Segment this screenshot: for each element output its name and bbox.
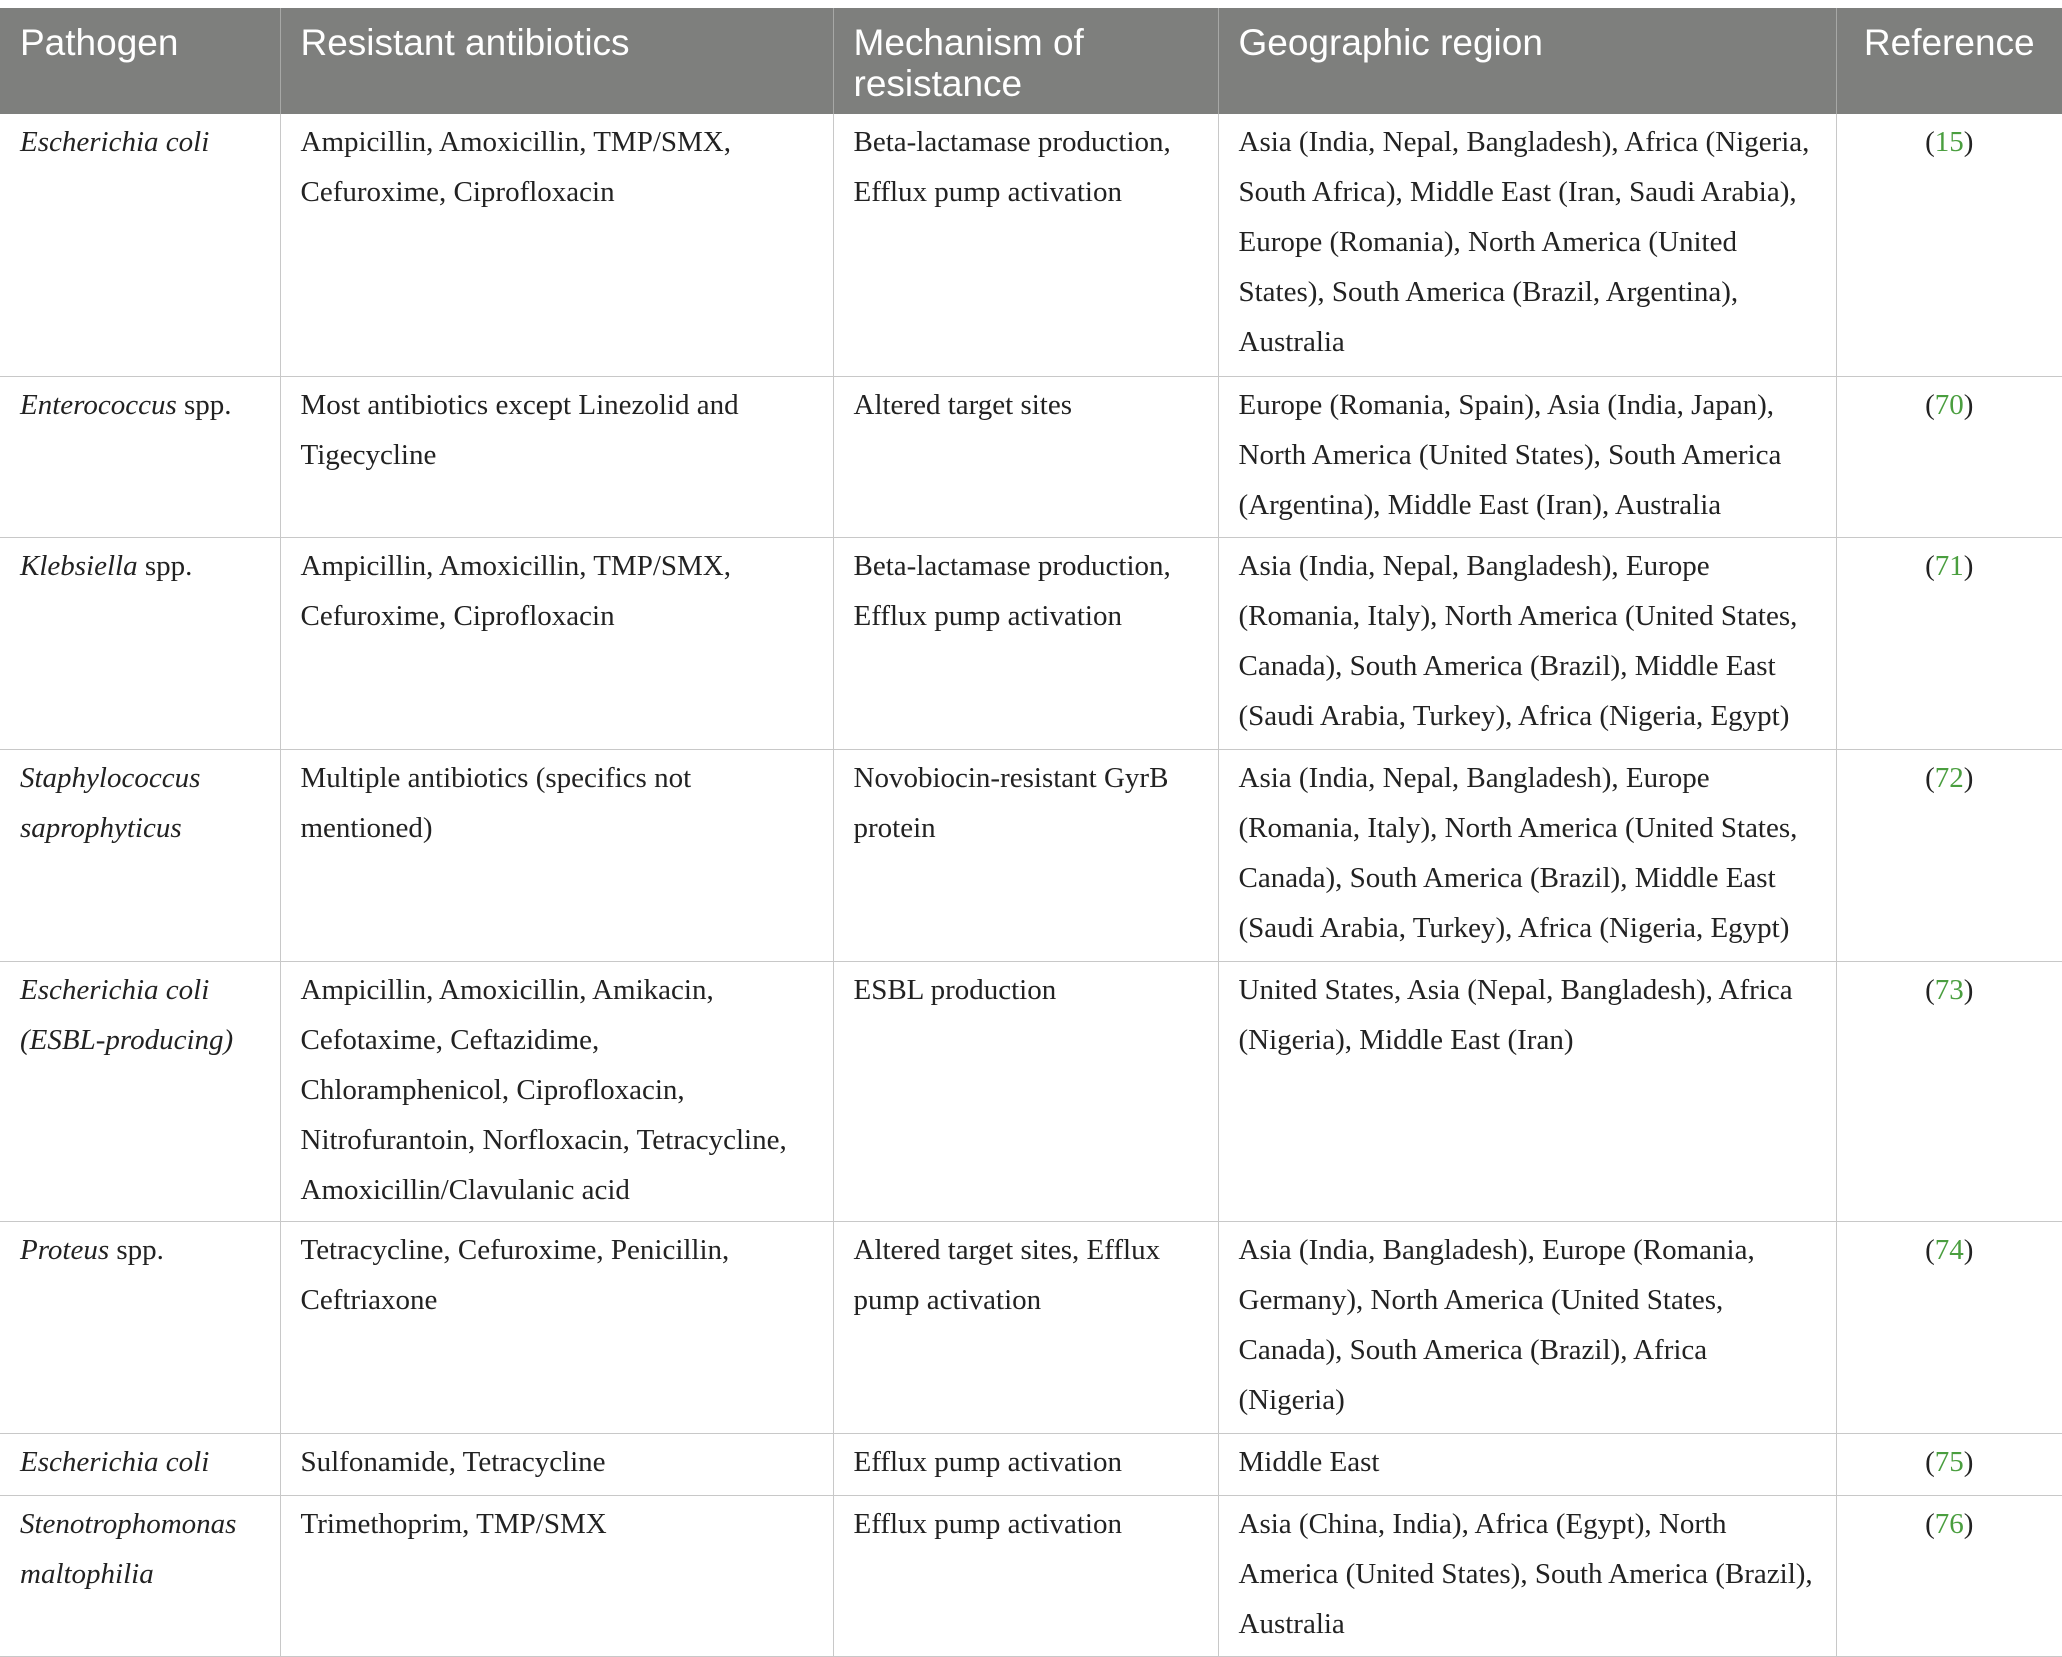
pathogen-cell (0, 537, 280, 749)
table-row (0, 749, 2062, 961)
antibiotics-cell: Ampicillin, Amoxicillin, TMP/SMX, Cefuroxime, Ciprofloxacin (280, 537, 833, 749)
pathogen-name: Staphylococcus saprophyticus (20, 761, 201, 844)
reference-open-paren: ( (1925, 549, 1935, 582)
mechanism-cell: Beta-lactamase production, Efflux pump activation (833, 114, 1218, 376)
antibiotics-cell: Ampicillin, Amoxicillin, Amikacin, Cefotaxime, Ceftazidime, Chloramphenicol, Ciprofloxacin, Nitrofurantoin, Norfloxacin, Tetracycline, Amoxicillin/Clavulanic acid (280, 961, 833, 1221)
header-mechanism-of-resistance: Mechanism of resistance (833, 8, 1218, 114)
pathogen-name: Escherichia coli (20, 126, 210, 158)
pathogen-name: Klebsiella (20, 549, 138, 582)
reference-close-paren: ) (1963, 973, 1974, 1006)
pathogen-resistance-table-container (0, 8, 2062, 1657)
region-cell: Asia (India, Nepal, Bangladesh), Europe (Romania, Italy), North America (United States, Canada), South America (Brazil), Middle East (Saudi Arabia, Turkey), Africa (Nigeria, Egypt) (1218, 537, 1836, 749)
reference-open-paren: ( (1925, 1507, 1935, 1540)
reference-close-paren: ) (1963, 549, 1974, 582)
pathogen-cell (0, 749, 280, 961)
reference-cell (1836, 749, 2062, 961)
reference-link[interactable]: 15 (1934, 126, 1964, 158)
antibiotics-cell: Sulfonamide, Tetracycline (280, 1433, 833, 1495)
region-cell: Europe (Romania, Spain), Asia (India, Japan), North America (United States), South America (Argentina), Middle East (Iran), Australia (1218, 376, 1836, 537)
reference-cell (1836, 376, 2062, 537)
reference-open-paren: ( (1925, 1233, 1935, 1266)
mechanism-cell: Beta-lactamase production, Efflux pump activation (833, 537, 1218, 749)
header-pathogen: Pathogen (0, 8, 280, 114)
region-cell: Asia (India, Bangladesh), Europe (Romania, Germany), North America (United States, Canada), South America (Brazil), Africa (Nigeria) (1218, 1221, 1836, 1433)
header-row (0, 8, 2062, 114)
antibiotics-cell: Most antibiotics except Linezolid and Tigecycline (280, 376, 833, 537)
table-row (0, 1221, 2062, 1433)
reference-link[interactable]: 73 (1934, 973, 1964, 1006)
pathogen-cell (0, 114, 280, 376)
pathogen-resistance-table (0, 8, 2062, 1657)
region-cell: Asia (India, Nepal, Bangladesh), Europe (Romania, Italy), North America (United States, Canada), South America (Brazil), Middle East (Saudi Arabia, Turkey), Africa (Nigeria, Egypt) (1218, 749, 1836, 961)
antibiotics-cell: Multiple antibiotics (specifics not mentioned) (280, 749, 833, 961)
reference-cell (1836, 1433, 2062, 1495)
header-reference: Reference (1836, 8, 2062, 114)
pathogen-suffix: spp. (109, 1233, 164, 1266)
pathogen-name: Escherichia coli (ESBL-producing) (20, 973, 234, 1056)
pathogen-cell (0, 1433, 280, 1495)
pathogen-name: Stenotrophomonas maltophilia (20, 1507, 237, 1590)
header-geographic-region: Geographic region (1218, 8, 1836, 114)
reference-cell (1836, 1221, 2062, 1433)
pathogen-cell (0, 1495, 280, 1656)
table-header (0, 8, 2062, 114)
table-row (0, 1433, 2062, 1495)
reference-link[interactable]: 71 (1934, 549, 1964, 582)
mechanism-cell: ESBL production (833, 961, 1218, 1221)
antibiotics-cell: Trimethoprim, TMP/SMX (280, 1495, 833, 1656)
region-cell: Middle East (1218, 1433, 1836, 1495)
pathogen-name: Proteus (20, 1233, 110, 1266)
antibiotics-cell: Tetracycline, Cefuroxime, Penicillin, Ceftriaxone (280, 1221, 833, 1433)
reference-cell (1836, 1495, 2062, 1656)
reference-close-paren: ) (1963, 761, 1974, 794)
table-row (0, 1495, 2062, 1656)
reference-link[interactable]: 74 (1934, 1233, 1964, 1266)
header-resistant-antibiotics: Resistant antibiotics (280, 8, 833, 114)
region-cell: Asia (India, Nepal, Bangladesh), Africa (Nigeria, South Africa), Middle East (Iran, Saudi Arabia), Europe (Romania), North America (United States), South America (Brazil, Argentina), Australia (1218, 114, 1836, 376)
reference-cell (1836, 114, 2062, 376)
table-row (0, 537, 2062, 749)
region-cell: United States, Asia (Nepal, Bangladesh), Africa (Nigeria), Middle East (Iran) (1218, 961, 1836, 1221)
reference-open-paren: ( (1925, 1445, 1935, 1478)
pathogen-name: Escherichia coli (20, 1445, 210, 1478)
table-row (0, 376, 2062, 537)
pathogen-suffix: spp. (176, 388, 232, 421)
mechanism-cell: Efflux pump activation (833, 1495, 1218, 1656)
mechanism-cell: Altered target sites (833, 376, 1218, 537)
table-body (0, 114, 2062, 1656)
antibiotics-cell: Ampicillin, Amoxicillin, TMP/SMX, Cefuroxime, Ciprofloxacin (280, 114, 833, 376)
pathogen-name: Enterococcus (20, 388, 177, 421)
pathogen-cell (0, 1221, 280, 1433)
reference-link[interactable]: 72 (1934, 761, 1964, 794)
mechanism-cell: Efflux pump activation (833, 1433, 1218, 1495)
region-cell: Asia (China, India), Africa (Egypt), North America (United States), South America (Brazil), Australia (1218, 1495, 1836, 1656)
reference-cell (1836, 961, 2062, 1221)
reference-cell (1836, 537, 2062, 749)
reference-open-paren: ( (1925, 973, 1935, 1006)
reference-link[interactable]: 75 (1934, 1445, 1964, 1478)
table-row (0, 114, 2062, 376)
reference-open-paren: ( (1925, 126, 1935, 158)
pathogen-suffix: spp. (137, 549, 193, 582)
table-row (0, 961, 2062, 1221)
reference-close-paren: ) (1963, 126, 1974, 158)
reference-close-paren: ) (1963, 1507, 1974, 1540)
reference-close-paren: ) (1963, 388, 1974, 421)
reference-close-paren: ) (1963, 1445, 1974, 1478)
reference-open-paren: ( (1925, 761, 1935, 794)
reference-close-paren: ) (1963, 1233, 1974, 1266)
mechanism-cell: Novobiocin-resistant GyrB protein (833, 749, 1218, 961)
mechanism-cell: Altered target sites, Efflux pump activation (833, 1221, 1218, 1433)
reference-open-paren: ( (1925, 388, 1935, 421)
reference-link[interactable]: 70 (1934, 388, 1964, 421)
reference-link[interactable]: 76 (1934, 1507, 1964, 1540)
pathogen-cell (0, 376, 280, 537)
pathogen-cell (0, 961, 280, 1221)
